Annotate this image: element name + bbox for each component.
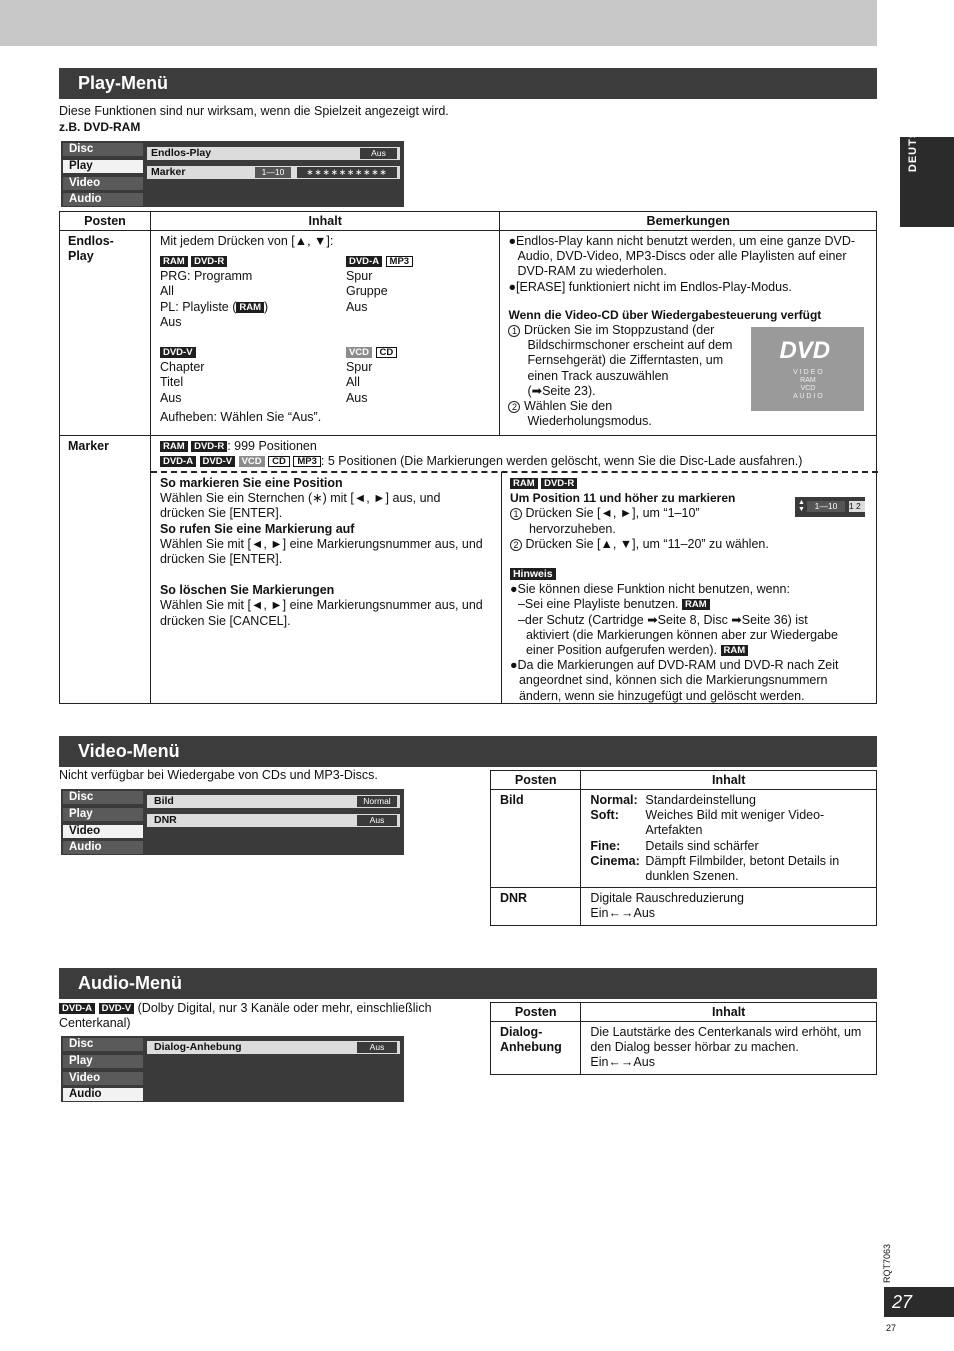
osd-row-endlos[interactable]: Endlos-Play Aus [147,147,400,160]
osd-tab-video[interactable]: Video [63,177,143,190]
col-bemerkungen: Bemerkungen [500,212,877,231]
osd-tab-play[interactable]: Play [63,1055,143,1068]
osd-tab-video[interactable]: Video [63,825,143,838]
osd-value-dnr: Aus [357,815,397,826]
video-osd-menu [61,789,404,855]
osd-tab-video[interactable]: Video [63,1072,143,1085]
osd-tab-disc[interactable]: Disc [63,143,143,156]
badge-dvdr: DVD-R [191,256,227,267]
item-dialog: Dialog- Anhebung [491,1022,581,1075]
marker-content: RAM DVD-R : 999 Positionen DVD-A DVD-V VCD CD MP3 : 5 Positionen (Die Markierungen werden gelöscht, wenn Sie die Disc-Lade ausfahren.) So markieren Sie eine Position Wählen Sie ein Sternchen (∗) mit [◄, ►] aus, und drücken Sie [ENTER]. So rufen Sie eine Markierung auf Wählen Sie mit [◄, ►] eine Markierungsnummer aus, und drücken Sie [ENTER]. So löschen Sie Markierungen Wählen Sie mit [◄, ►] eine Markierungsnummer aus, und drücken Sie [CANCEL]. RAM DVD-R Um Position 11 und höher zu markieren 1 Drücken Sie [◄, ►], um “1–10” hervorzuheben. 2 Drücken Sie [▲, ▼], um “11–20” zu wählen. ▲ ▼ 1—10 1 2 Hinweis ●Sie können diese Funktion nicht benutzen, wenn: –Sei eine Playliste benutzen. RAM –der Schutz (Cartridge ➡Seite 8, Disc ➡Seite 36) ist aktiviert (die Markierungen können aber zur Wiedergabe einer Position aufgerufen werden). RAM ●Da die Markierungen auf DVD-RAM und DVD-R nach Zeit angeordnet sind, können sich die Markierungsnummern ändern, wenn sie hinzugefügt und gelöscht werden. [150,436,876,704]
badge-dvdv: DVD-V [160,347,196,358]
osd-tab-play[interactable]: Play [63,160,143,173]
osd-row-bild[interactable]: Bild Normal [147,795,400,808]
badge-dvda: DVD-A [346,256,382,267]
osd-tab-audio[interactable]: Audio [63,841,143,854]
audio-intro: DVD-A DVD-V (Dolby Digital, nur 3 Kanäle oder mehr, einschließlich Centerkanal) [59,1001,432,1031]
bild-options: Normal: Standardeinstellung Soft: Weiches Bild mit weniger Video- Artefakten Fine: Details sind schärfer Cinema: Dämpft Filmbilder, betont Details in dunklen Szenen. [581,790,877,888]
page-number-small: 27 [886,1323,897,1333]
mini-marker-osd: ▲ ▼ 1—10 1 2 [795,497,865,517]
osd-value-bild: Normal [357,796,397,807]
osd-value-dialog: Aus [357,1042,397,1053]
language-tab: DEUTSCH [900,137,954,227]
dnr-content: Digitale Rauschreduzierung Ein←→Aus [581,888,877,925]
page-number: 27 [884,1287,954,1317]
osd-tab-audio[interactable]: Audio [63,193,143,206]
audio-table: Posten Inhalt Dialog- Anhebung Die Lautstärke des Centerkanals wird erhöht, um den Dialog besser hörbar zu machen. Ein←→Aus [490,1002,877,1075]
top-header-bar [0,0,877,46]
badge-mp3: MP3 [386,256,414,267]
item-marker: Marker [60,436,151,704]
badge-cd: CD [376,347,398,358]
osd-value-endlos: Aus [360,148,397,159]
play-example: z.B. DVD-RAM [59,120,141,134]
osd-marker-range: 1—10 [255,167,291,178]
hint-label: Hinweis [510,568,556,580]
endlos-notes: ●Endlos-Play kann nicht benutzt werden, um eine ganze DVD- Audio, DVD-Video, MP3-Discs oder alle Playlisten auf einer DVD-RAM zu wiederholen. ●[ERASE] funktioniert nicht im Endlos-Play-Modus. Wenn die Video-CD über Wiedergabesteuerung verfügt 1 Drücken Sie im Stoppzustand (der Bildschirmschoner erscheint auf dem Fernsehgerät) die Zifferntasten, um einen Track auszuwählen (➡Seite 23). 2 Wählen Sie den Wiederholungsmodus. DVD V I D E O RAM VCD A U D I O [500,231,877,436]
osd-tab-disc[interactable]: Disc [63,1038,143,1051]
marker-divider [151,471,878,473]
osd-tab-audio[interactable]: Audio [63,1088,143,1101]
endlos-content: Mit jedem Drücken von [▲, ▼]: RAM DVD-R DVD-A MP3 PRG: Programm All PL: Playliste ( RAM ) Aus Spur Gruppe Aus DVD-V VCD CD Chapter Titel Aus Spur All Aus Aufheben: Wählen Sie “Aus”. [150,231,499,436]
play-table [59,211,877,704]
dialog-content: Die Lautstärke des Centerkanals wird erhöht, um den Dialog besser hörbar zu machen. Ein←→Aus [581,1022,877,1075]
play-osd-menu [61,141,404,207]
osd-row-dnr[interactable]: DNR Aus [147,814,400,827]
video-menu-heading: Video-Menü [59,736,877,767]
marker-count-ram: : 999 Positionen [227,439,317,453]
video-intro: Nicht verfügbar bei Wiedergabe von CDs und MP3-Discs. [59,768,378,782]
osd-tab-play[interactable]: Play [63,808,143,821]
audio-osd-menu [61,1036,404,1102]
video-table: Posten Inhalt Bild Normal: Standardeinstellung Soft: Weiches Bild mit weniger Video- Artefakten Fine: Details sind schärfer Cinema: Dämpft Filmbilder, betont Details in dunklen Szenen. DNR Digitale Rauschreduzierung Ein←→Aus [490,770,877,926]
item-bild: Bild [491,790,581,888]
badge-vcd: VCD [346,347,372,358]
badge-ram: RAM [160,256,188,267]
play-menu-heading: Play-Menü [59,68,877,99]
osd-row-marker[interactable]: Marker 1—10 ∗∗∗∗∗∗∗∗∗∗ [147,166,400,179]
item-endlos: Endlos-Play [60,231,151,436]
item-dnr: DNR [491,888,581,925]
audio-menu-heading: Audio-Menü [59,968,877,999]
dvd-screensaver-image: DVD V I D E O RAM VCD A U D I O [751,327,864,411]
marker-count-others: : 5 Positionen (Die Markierungen werden gelöscht, wenn Sie die Disc-Lade ausfahren.) [320,454,803,468]
col-inhalt: Inhalt [150,212,499,231]
osd-row-dialog[interactable]: Dialog-Anhebung Aus [147,1041,400,1054]
col-posten: Posten [60,212,151,231]
play-intro: Diese Funktionen sind nur wirksam, wenn die Spielzeit angezeigt wird. [59,104,449,118]
osd-tab-disc[interactable]: Disc [63,791,143,804]
doc-code: RQT7063 [882,1243,892,1283]
osd-marker-stars: ∗∗∗∗∗∗∗∗∗∗ [297,167,397,178]
